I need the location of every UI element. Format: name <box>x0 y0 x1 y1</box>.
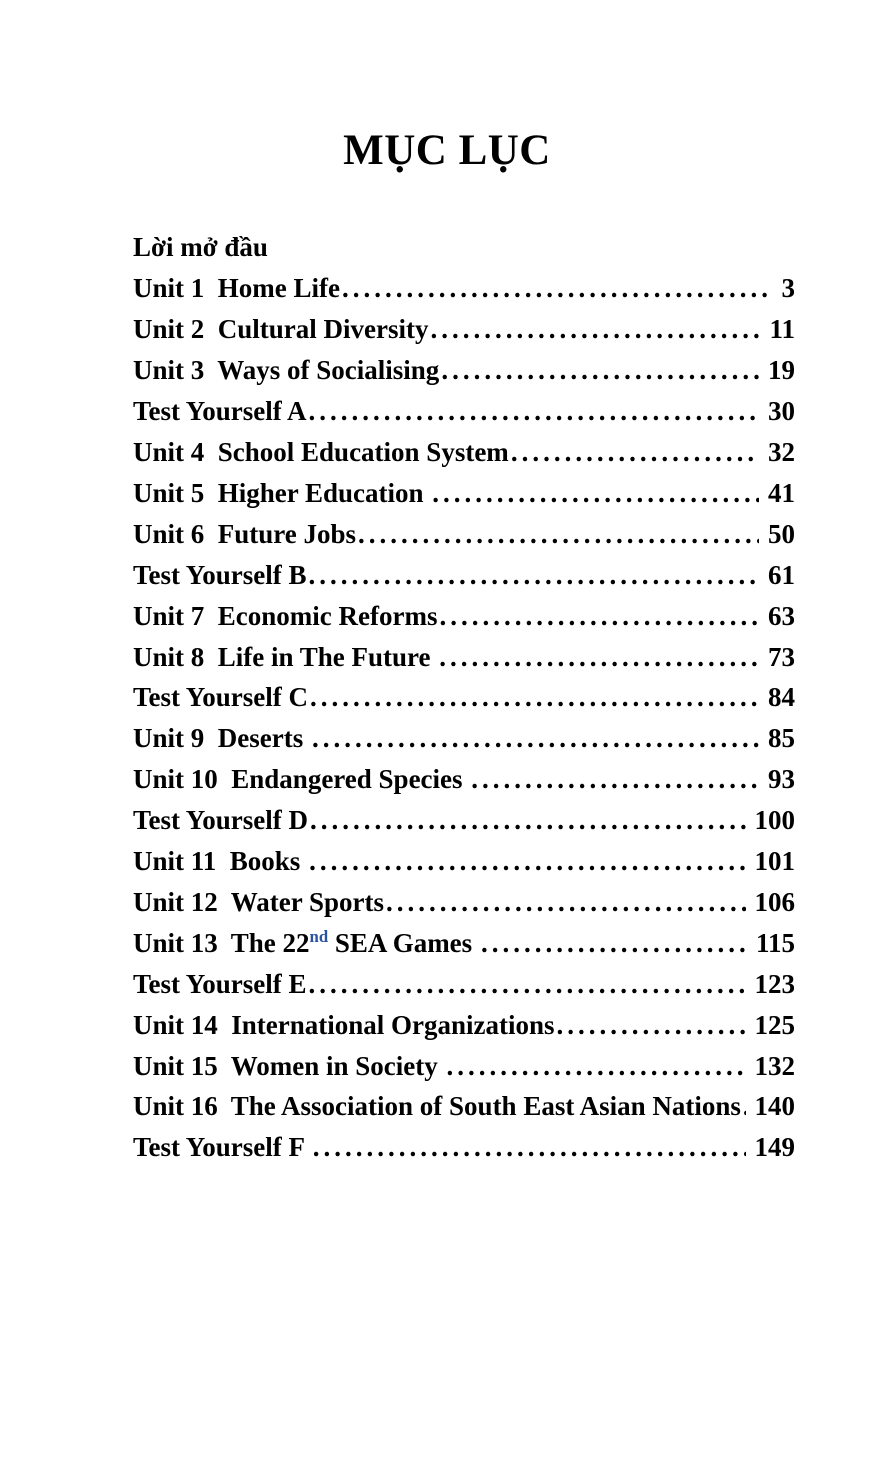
toc-entry-label-text: Unit 16 The Association of South East Asian Nations <box>133 1091 741 1122</box>
toc-entry-label-text: Test Yourself B <box>133 559 307 590</box>
preface-row <box>133 227 795 268</box>
dot-leader <box>309 391 759 432</box>
toc-entry-row <box>133 514 795 555</box>
toc-entry-page: 32 <box>768 436 795 467</box>
toc-entry-page: 140 <box>754 1091 795 1122</box>
toc-entry-page: 41 <box>768 477 795 508</box>
dot-leader <box>471 759 759 800</box>
toc-entry-label-text: Unit 10 Endangered Species <box>133 764 470 795</box>
toc-entry-row <box>133 800 795 841</box>
toc-entry-page: 149 <box>754 1132 795 1163</box>
toc-entry-label <box>133 759 469 800</box>
toc-entry-label-text: Unit 6 Future Jobs <box>133 518 357 549</box>
dot-leader <box>313 1127 746 1168</box>
dot-leader <box>432 473 759 514</box>
toc-entry-label <box>133 964 307 1005</box>
toc-entry-page: 61 <box>768 559 795 590</box>
toc-entry-page: 63 <box>768 600 795 631</box>
toc-entry-label-text: Unit 5 Higher Education <box>133 477 431 508</box>
toc-entry-page: 11 <box>769 314 795 345</box>
toc-entry-page: 106 <box>754 886 795 917</box>
toc-entry-label <box>133 800 308 841</box>
toc-entry-row <box>133 596 795 637</box>
toc-entry-label <box>133 841 307 882</box>
toc-entry-row <box>133 759 795 800</box>
toc-entry-page: 84 <box>768 682 795 713</box>
dot-leader <box>312 718 759 759</box>
toc-entry-label <box>133 923 479 964</box>
dot-leader <box>310 800 746 841</box>
toc-entry-label <box>133 432 509 473</box>
toc-entry-label-text: Unit 9 Deserts <box>133 723 310 754</box>
toc-entry-label <box>133 718 310 759</box>
dot-leader <box>439 596 759 637</box>
toc-entry-label <box>133 1086 741 1127</box>
toc-entry-label <box>133 882 384 923</box>
toc-entry-label <box>133 350 439 391</box>
toc-entry-row <box>133 718 795 759</box>
dot-leader <box>309 841 745 882</box>
toc-entry-label-text: Unit 7 Economic Reforms <box>133 600 438 631</box>
dot-leader <box>743 1086 746 1127</box>
toc-entry-row <box>133 1086 795 1127</box>
toc-entry-label <box>133 596 437 637</box>
toc-entry-label <box>133 514 356 555</box>
dot-leader <box>441 350 759 391</box>
ordinal-superscript: nd <box>309 926 329 946</box>
toc-entry-label <box>133 637 437 678</box>
dot-leader <box>557 1005 746 1046</box>
toc-entry-label <box>133 309 428 350</box>
dot-leader <box>310 677 759 718</box>
dot-leader <box>342 268 773 309</box>
toc-entry-label-text: Test Yourself D <box>133 805 308 836</box>
dot-leader <box>386 882 745 923</box>
toc-entry-page: 123 <box>754 968 795 999</box>
preface-label: Lời mở đầu <box>133 232 268 263</box>
toc-entry-label-text: Unit 1 Home Life <box>133 273 340 304</box>
toc-entry-label-text: Unit 12 Water Sports <box>133 886 385 917</box>
dot-leader <box>430 309 760 350</box>
toc-entry-page: 100 <box>754 805 795 836</box>
toc-entry-page: 125 <box>754 1009 795 1040</box>
toc-entry-label-text: Test Yourself E <box>133 968 307 999</box>
toc-page <box>0 126 894 1472</box>
toc-entry-label-text: Unit 13 The 22 <box>133 927 310 958</box>
toc-entry-row <box>133 268 795 309</box>
toc-entry-label <box>133 1046 445 1087</box>
toc-entry-page: 93 <box>768 764 795 795</box>
toc-entry-label <box>133 677 308 718</box>
toc-entry-row <box>133 964 795 1005</box>
toc-entry-label-text: Unit 3 Ways of Socialising <box>133 355 440 386</box>
toc-entry-page: 132 <box>754 1050 795 1081</box>
toc-entry-label <box>133 473 430 514</box>
toc-entry-page: 101 <box>754 846 795 877</box>
toc-entry-row <box>133 677 795 718</box>
toc-entry-page: 3 <box>781 273 795 304</box>
toc-list <box>133 227 795 1168</box>
toc-entry-page: 73 <box>768 641 795 672</box>
toc-entry-label-text: Test Yourself C <box>133 682 308 713</box>
toc-entry-page: 19 <box>768 355 795 386</box>
toc-entry-row <box>133 1127 795 1168</box>
dot-leader <box>309 555 759 596</box>
page-title: MỤC LỤC <box>343 127 551 174</box>
toc-entry-row <box>133 923 795 964</box>
dot-leader <box>439 637 759 678</box>
dot-leader <box>511 432 759 473</box>
toc-entry-label-text: Unit 2 Cultural Diversity <box>133 314 429 345</box>
toc-entry-page: 30 <box>768 396 795 427</box>
toc-entry-row <box>133 473 795 514</box>
toc-entry-page: 85 <box>768 723 795 754</box>
toc-entry-label-text: Unit 15 Women in Society <box>133 1050 445 1081</box>
toc-entry-label-suffix: SEA Games <box>328 927 479 958</box>
toc-entry-row <box>133 391 795 432</box>
toc-entry-label <box>133 1127 311 1168</box>
toc-entry-row <box>133 350 795 391</box>
toc-entry-page: 115 <box>755 927 795 958</box>
toc-entry-row <box>133 1005 795 1046</box>
toc-entry-row <box>133 841 795 882</box>
toc-entry-label-text: Unit 14 International Organizations <box>133 1009 555 1040</box>
toc-entry-label-text: Unit 8 Life in The Future <box>133 641 438 672</box>
toc-entry-row <box>133 309 795 350</box>
toc-entry-row <box>133 555 795 596</box>
dot-leader <box>447 1046 746 1087</box>
toc-entry-label <box>133 1005 555 1046</box>
toc-entry-row <box>133 637 795 678</box>
toc-entry-row <box>133 432 795 473</box>
dot-leader <box>358 514 759 555</box>
toc-entry-label-text: Test Yourself A <box>133 396 307 427</box>
dot-leader <box>309 964 746 1005</box>
toc-entry-label <box>133 391 307 432</box>
toc-entry-row <box>133 1046 795 1087</box>
toc-entry-label-text: Unit 4 School Education System <box>133 436 509 467</box>
toc-entry-page: 50 <box>768 518 795 549</box>
dot-leader <box>481 923 747 964</box>
toc-entry-label-text: Test Yourself F <box>133 1132 311 1163</box>
toc-entry-label <box>133 555 307 596</box>
toc-entry-row <box>133 882 795 923</box>
toc-entry-label <box>133 268 340 309</box>
toc-entry-label-text: Unit 11 Books <box>133 846 308 877</box>
